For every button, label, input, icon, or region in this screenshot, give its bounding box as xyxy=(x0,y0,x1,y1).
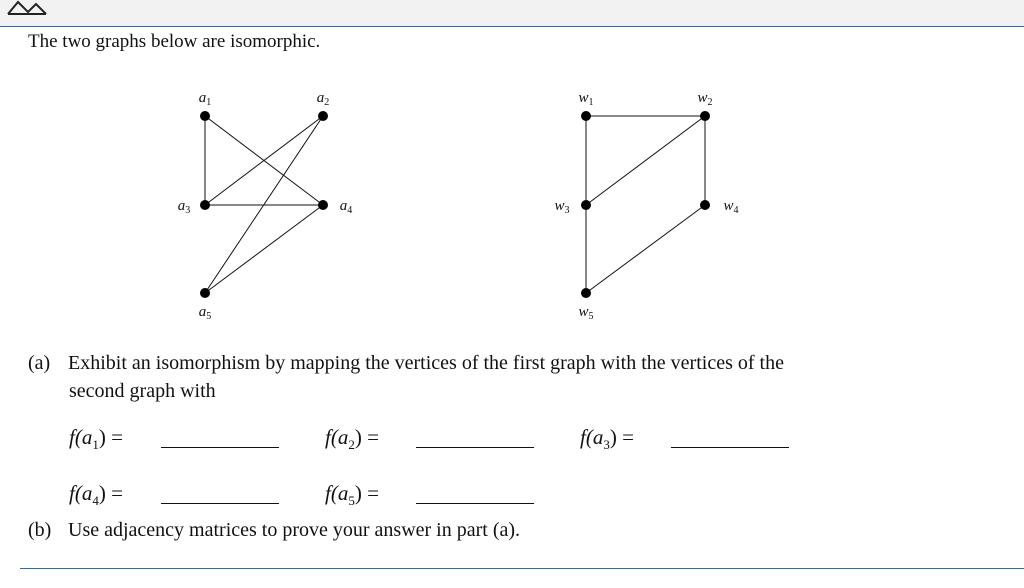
part-b-text: Use adjacency matrices to prove your answer in part (a). xyxy=(68,519,521,541)
part-a-line1 xyxy=(28,352,998,375)
part-a-text: Exhibit an isomorphism by mapping the vertices of the first graph with the vertices of the xyxy=(68,352,784,374)
vertex-a2 xyxy=(318,111,328,121)
bottom-divider xyxy=(20,568,1024,569)
answer-blank-a4[interactable] xyxy=(161,503,279,504)
graph2-edges xyxy=(586,116,705,293)
vertex-a3 xyxy=(200,200,210,210)
edge-w2-w3 xyxy=(586,116,705,205)
graph2-vertices xyxy=(554,90,738,322)
intro-text: The two graphs below are isomorphic. xyxy=(28,31,321,52)
vertex-label-a3: $a_3$ xyxy=(177,198,191,216)
answer-blank-a2[interactable] xyxy=(416,447,534,448)
vertex-w2 xyxy=(700,111,710,121)
answer-blank-a3[interactable] xyxy=(671,447,789,448)
vertex-label-a4: $a_4$ xyxy=(339,198,353,216)
graph1-vertices xyxy=(178,90,353,322)
answer-blank-a1[interactable] xyxy=(161,447,279,448)
graph1-edges xyxy=(205,116,323,293)
mapping-f-a5: $f(a_5)$ = xyxy=(325,481,379,509)
part-b-label: (b) xyxy=(28,519,52,541)
edge-a4-a5 xyxy=(205,205,323,293)
mapping-f-a1: $f(a_1)$ = xyxy=(69,425,123,453)
vertex-label-w1: $w_1$ xyxy=(578,90,594,108)
vertex-a4 xyxy=(318,200,328,210)
vertex-label-w5: $w_5$ xyxy=(578,304,594,322)
mapping-f-a4: $f(a_4)$ = xyxy=(69,481,123,509)
vertex-a5 xyxy=(200,288,210,298)
vertex-label-w3: $w_3$ xyxy=(554,198,570,216)
vertex-w5 xyxy=(581,288,591,298)
answer-blank-a5[interactable] xyxy=(416,503,534,504)
edge-w4-w5 xyxy=(586,205,705,293)
vertex-label-a2: $a_2$ xyxy=(316,90,330,108)
vertex-label-w4: $w_4$ xyxy=(723,198,739,216)
part-a-label: (a) xyxy=(28,352,51,374)
vertex-label-a5: $a_5$ xyxy=(198,304,212,322)
vertex-a1 xyxy=(200,111,210,121)
vertex-label-a1: $a_1$ xyxy=(198,90,212,108)
vertex-w4 xyxy=(700,200,710,210)
part-a-line2: second graph with xyxy=(69,380,216,402)
vertex-w3 xyxy=(581,200,591,210)
mapping-f-a2: $f(a_2)$ = xyxy=(325,425,379,453)
vertex-w1 xyxy=(581,111,591,121)
vertex-label-w2: $w_2$ xyxy=(697,90,713,108)
mapping-f-a3: $f(a_3)$ = xyxy=(580,425,634,453)
part-b xyxy=(28,519,998,542)
